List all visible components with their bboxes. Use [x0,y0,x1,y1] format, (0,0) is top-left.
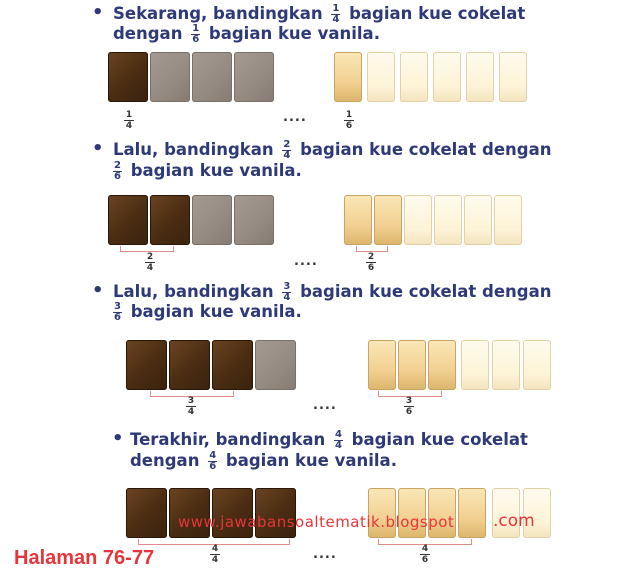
cake-piece [234,52,274,102]
text: bagian kue cokelat dengan [300,140,552,159]
numerator: 3 [283,281,291,292]
instruction-line-4b [130,451,397,472]
cake-piece-shaded [334,52,362,102]
cake-piece [400,52,428,102]
cake-piece [499,52,527,102]
blank-dots: .... [283,110,307,125]
bullet: • [92,2,104,23]
denominator: 4 [125,121,133,131]
cake-piece-shaded [108,52,148,102]
denominator: 6 [367,263,375,273]
denominator: 4 [334,440,342,451]
fraction [282,140,291,161]
cake-piece [192,195,232,245]
numerator: 1 [192,23,200,34]
numerator: 3 [405,396,413,406]
instruction-line-2a [113,140,552,161]
cake-piece-shaded [344,195,372,245]
numerator: 2 [283,139,291,150]
cake-piece [461,340,489,390]
cake-piece-shaded [212,340,253,390]
cake-piece-shaded [374,195,402,245]
cake-piece [466,52,494,102]
cake-piece-shaded [169,340,210,390]
fraction-label-chocolate [186,396,196,417]
denominator: 4 [332,14,340,25]
chocolate-cake-row-2 [108,195,278,247]
fraction [113,302,122,323]
blank-dots: .... [294,254,318,269]
denominator: 6 [421,555,429,565]
instruction-line-1a [113,4,525,25]
fraction-label-chocolate [124,110,134,131]
cake-piece-shaded [458,488,486,538]
numerator: 4 [211,544,219,554]
fraction [208,451,217,472]
text: bagian kue cokelat [349,4,526,23]
text: Lalu, bandingkan [113,140,274,159]
numerator: 1 [332,3,340,14]
denominator: 6 [114,171,121,182]
cake-piece [494,195,522,245]
fraction-label-vanilla [420,544,430,565]
denominator: 4 [146,263,154,273]
denominator: 6 [345,121,353,131]
denominator: 6 [114,312,121,323]
watermark-url: www.jawabansoaltematik.blogspot [178,513,455,531]
blank-dots: .... [313,398,337,413]
numerator: 4 [209,450,217,461]
text: bagian kue vanila. [208,24,380,43]
instruction-line-3b [113,302,302,323]
cake-piece [150,52,190,102]
cake-piece-shaded [428,340,456,390]
bullet: • [92,280,104,301]
cake-piece-shaded [398,340,426,390]
vanilla-cake-row-1 [334,52,534,104]
text: bagian kue vanila. [225,451,397,470]
cake-piece [523,340,551,390]
numerator: 2 [146,252,154,262]
fraction-label-chocolate [210,544,220,565]
fraction-label-vanilla [404,396,414,417]
watermark-suffix: .com [493,511,535,531]
fraction-label-vanilla [366,252,376,273]
cake-piece [404,195,432,245]
fraction-label-chocolate [145,252,155,273]
text: dengan [113,24,183,43]
cake-piece [192,52,232,102]
blank-dots: .... [313,547,337,562]
numerator: 3 [187,396,195,406]
denominator: 4 [283,150,291,161]
denominator: 4 [283,292,291,303]
vanilla-cake-row-2 [344,195,534,247]
numerator: 4 [334,429,342,440]
instruction-line-2b [113,161,302,182]
text: Sekarang, bandingkan [113,4,323,23]
text: bagian kue vanila. [130,302,302,321]
fraction [113,161,122,182]
cake-piece-shaded [126,340,167,390]
numerator: 2 [367,252,375,262]
fraction [191,24,200,45]
denominator: 4 [187,407,195,417]
chocolate-cake-row-3 [126,340,298,392]
cake-piece-shaded [150,195,190,245]
numerator: 2 [114,160,121,171]
cake-piece [434,195,462,245]
text: Terakhir, bandingkan [130,430,326,449]
chocolate-cake-row-1 [108,52,278,104]
cake-piece [492,340,520,390]
denominator: 4 [211,555,219,565]
cake-piece-shaded [126,488,167,538]
vanilla-cake-row-3 [368,340,552,392]
instruction-line-3a [113,282,552,303]
text: bagian kue cokelat [351,430,528,449]
fraction [334,430,343,451]
text: dengan [130,451,200,470]
denominator: 6 [192,34,200,45]
fraction [331,4,340,25]
numerator: 1 [345,110,353,120]
text: Lalu, bandingkan [113,282,274,301]
instruction-line-1b [113,24,380,45]
numerator: 1 [125,110,133,120]
numerator: 3 [114,301,121,312]
fraction-label-vanilla [344,110,354,131]
cake-piece-shaded [108,195,148,245]
instruction-line-4a [130,430,528,451]
bullet: • [112,428,124,449]
cake-piece [234,195,274,245]
text: bagian kue cokelat dengan [300,282,552,301]
cake-piece [433,52,461,102]
cake-piece [464,195,492,245]
fraction [282,282,291,303]
cake-piece-shaded [368,340,396,390]
bullet: • [92,138,104,159]
text: bagian kue vanila. [130,161,302,180]
cake-piece [367,52,395,102]
denominator: 6 [209,461,217,472]
page-label: Halaman 76-77 [14,547,155,569]
cake-piece [255,340,296,390]
numerator: 4 [421,544,429,554]
denominator: 6 [405,407,413,417]
